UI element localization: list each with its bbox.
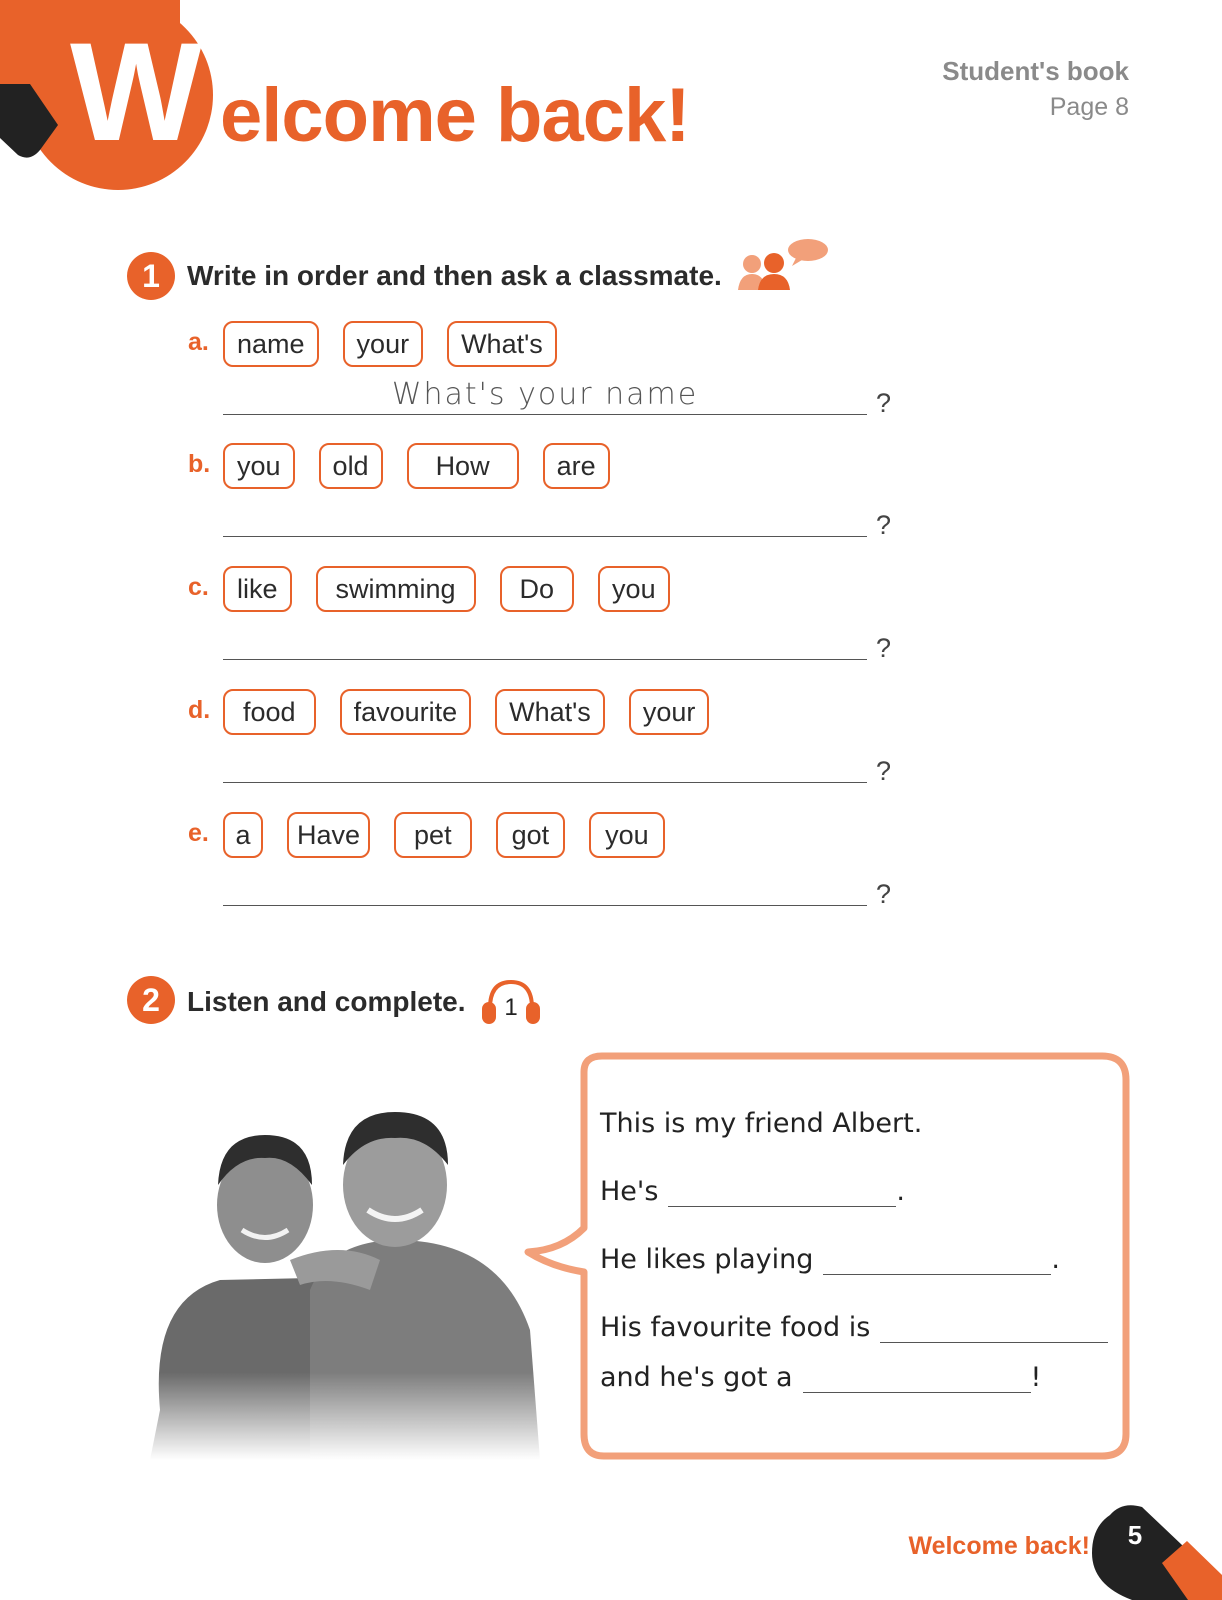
word-tile: old [319, 443, 383, 489]
word-tile: swimming [316, 566, 476, 612]
page-reference: Page 8 [1049, 93, 1129, 121]
exercise-2-number: 2 [127, 976, 175, 1024]
book-reference [942, 56, 1129, 122]
item-e-words [223, 812, 665, 858]
bubble-text: This is my friend Albert. [600, 1108, 923, 1139]
question-mark: ? [876, 756, 892, 786]
bubble-punct: . [1051, 1244, 1060, 1275]
word-tile: like [223, 566, 292, 612]
question-mark: ? [876, 633, 892, 663]
headphones-icon[interactable] [480, 974, 542, 1026]
footer-unit-label: Welcome back! [908, 1532, 1090, 1560]
exercise-1-instruction: Write in order and then ask a classmate. [187, 260, 722, 291]
bubble-punct: ! [1030, 1362, 1042, 1393]
answer-blank-pet[interactable] [803, 1367, 1031, 1393]
exercise-1-number: 1 [127, 252, 175, 300]
answer-blank-age[interactable] [668, 1181, 896, 1207]
question-mark: ? [876, 510, 892, 540]
question-mark: ? [876, 388, 892, 418]
word-tile: What's [447, 321, 557, 367]
bubble-text: He likes playing [600, 1244, 814, 1275]
audio-track-number: 1 [504, 994, 518, 1021]
item-b-answer-line[interactable] [223, 497, 867, 537]
item-c-words [223, 566, 670, 612]
bubble-line-5 [600, 1362, 1041, 1393]
word-tile: are [543, 443, 610, 489]
word-tile: you [589, 812, 665, 858]
word-tile: your [629, 689, 710, 735]
page-title: elcome back! [220, 73, 690, 158]
bubble-text: and he's got a [600, 1362, 793, 1393]
item-e-letter: e. [188, 819, 209, 847]
word-tile: Do [500, 566, 575, 612]
item-b-words [223, 443, 610, 489]
word-tile: food [223, 689, 316, 735]
word-tile: name [223, 321, 319, 367]
exercise-2-instruction: Listen and complete. [187, 986, 466, 1017]
title-initial: W [70, 13, 199, 170]
word-tile: you [223, 443, 295, 489]
item-a-letter: a. [188, 328, 209, 356]
bubble-line-4 [600, 1312, 1108, 1343]
item-c-letter: c. [188, 573, 209, 601]
two-boys-photo [140, 1110, 560, 1460]
item-b-letter: b. [188, 450, 211, 478]
classmates-talking-icon [738, 238, 830, 294]
item-e-answer-line[interactable] [223, 866, 867, 906]
word-tile: got [496, 812, 566, 858]
item-a-answer: What's your name [391, 377, 699, 412]
book-label: Student's book [942, 56, 1129, 86]
bubble-line-3 [600, 1244, 1060, 1275]
word-tile: How [407, 443, 519, 489]
bubble-line-2 [600, 1176, 905, 1207]
word-tile: you [598, 566, 670, 612]
item-d-words [223, 689, 709, 735]
item-a-words [223, 321, 557, 367]
page-number: 5 [1127, 1520, 1143, 1550]
bubble-punct: . [896, 1176, 905, 1207]
word-tile: a [223, 812, 263, 858]
word-tile: pet [394, 812, 472, 858]
answer-blank-food[interactable] [880, 1317, 1108, 1343]
item-a-answer-line[interactable] [223, 375, 867, 415]
word-tile: What's [495, 689, 605, 735]
word-tile: your [343, 321, 424, 367]
answer-blank-sport[interactable] [823, 1249, 1051, 1275]
item-c-answer-line[interactable] [223, 620, 867, 660]
item-d-letter: d. [188, 696, 211, 724]
word-tile: favourite [340, 689, 472, 735]
bubble-text: He's [600, 1176, 659, 1207]
bubble-text: His favourite food is [600, 1312, 871, 1343]
word-tile: Have [287, 812, 370, 858]
item-d-answer-line[interactable] [223, 743, 867, 783]
question-mark: ? [876, 879, 892, 909]
bubble-line-1 [600, 1108, 922, 1139]
